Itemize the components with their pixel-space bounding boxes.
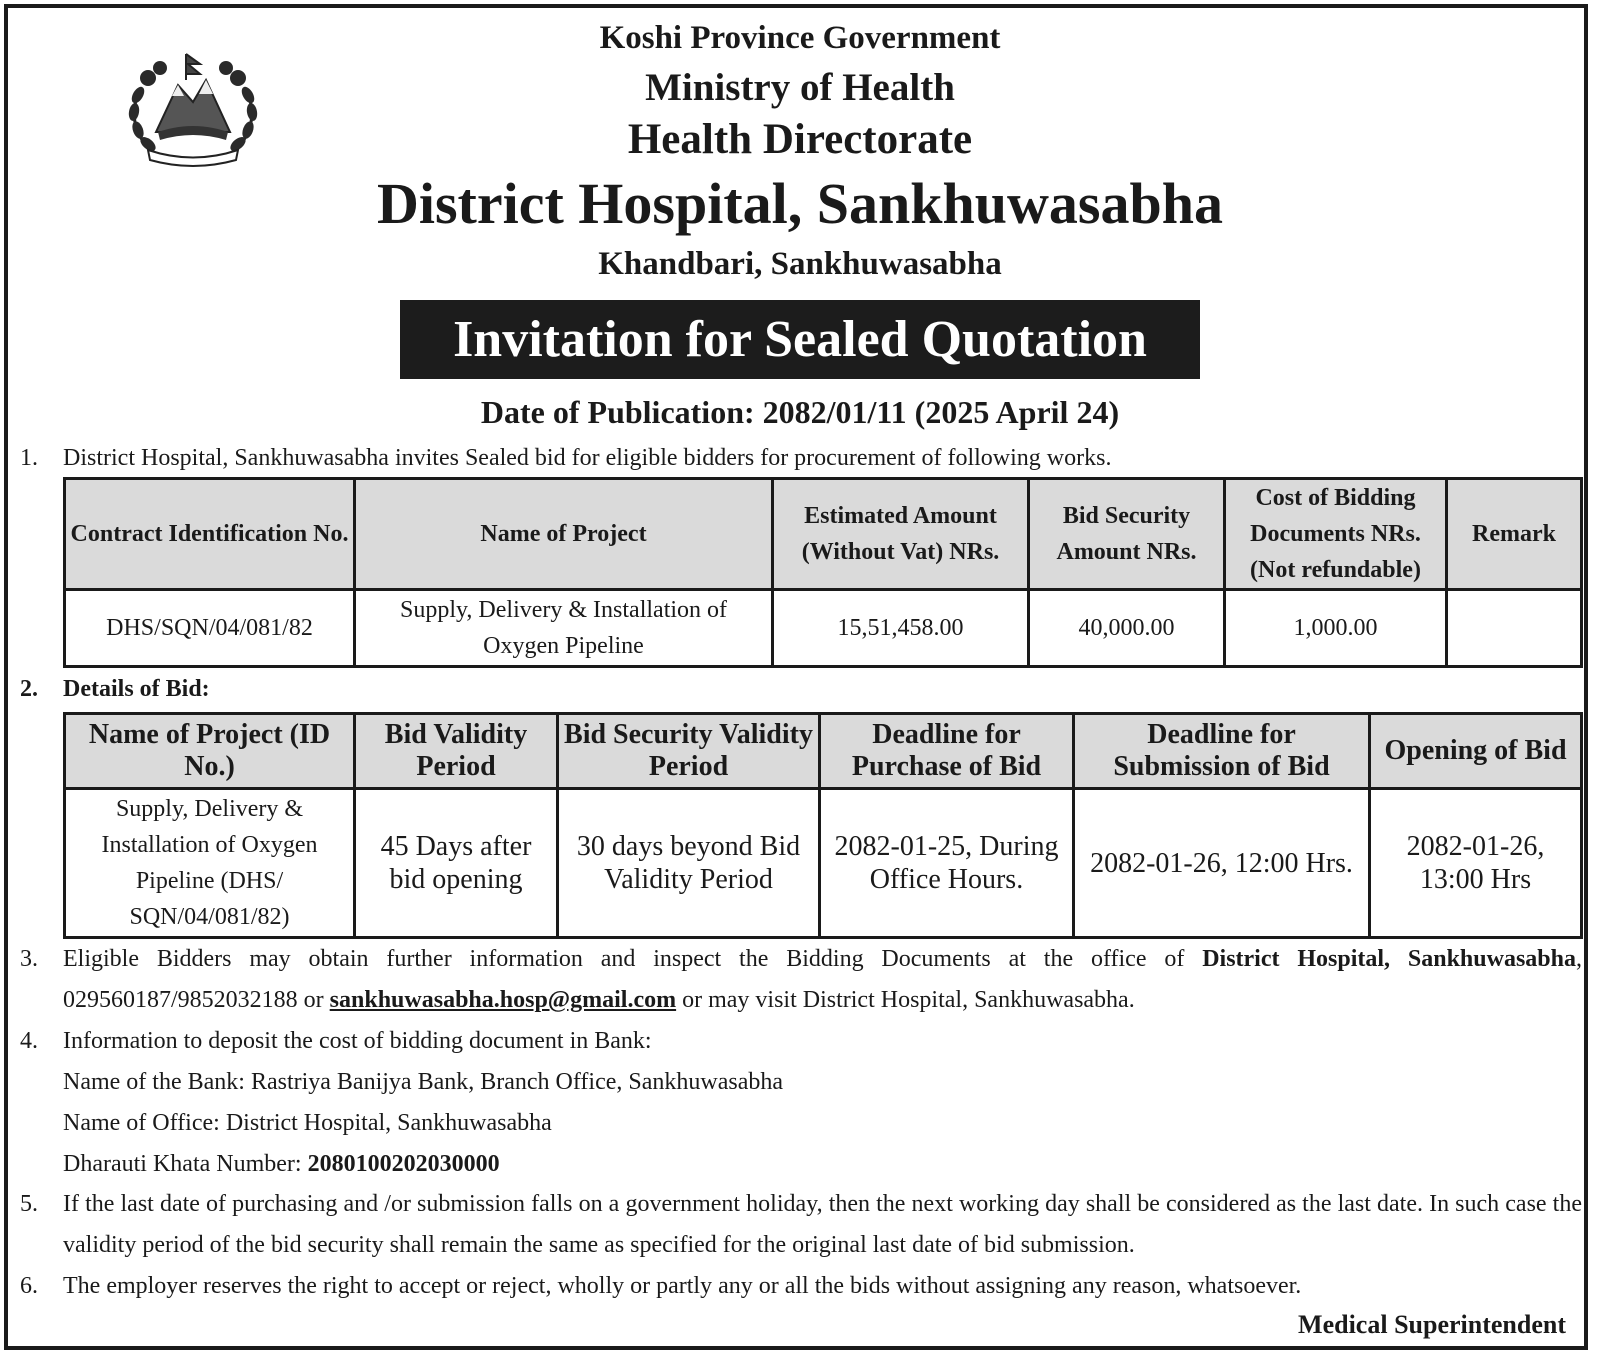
- item-text: [63, 939, 1582, 1021]
- col-header: Deadline for Submission of Bid: [1074, 714, 1370, 789]
- col-header: Bid Security Amount NRs.: [1029, 479, 1225, 590]
- col-header: Bid Validity Period: [355, 714, 558, 789]
- item-text: If the last date of purchasing and /or submission falls on a government holiday, then the next working day shall be considered as the last date. In such case the validity period of the bid security shall remain the same as specified for the original last date of bid submission.: [63, 1191, 1582, 1258]
- hospital-name: District Hospital, Sankhuwasabha: [1202, 946, 1576, 972]
- col-header: Contract Identification No.: [65, 479, 355, 590]
- table-header-row: [65, 714, 1582, 789]
- contract-table: [63, 477, 1583, 668]
- header-ministry: Ministry of Health: [645, 66, 955, 109]
- table-cell: Supply, Delivery & Installation of Oxygen Pipeline (DHS/ SQN/04/081/82): [65, 789, 355, 938]
- bank-name: Name of the Bank: Rastriya Banijya Bank, Branch Office, Sankhuwasabha: [63, 1069, 784, 1095]
- col-header: Remark: [1447, 479, 1582, 590]
- item-4: [20, 1021, 1582, 1185]
- table-cell: 2082-01-26, 12:00 Hrs.: [1074, 789, 1370, 938]
- item-6: [20, 1266, 1582, 1307]
- text-segment: Eligible Bidders may obtain further information and inspect the Bidding Documents at the office of: [63, 946, 1203, 972]
- item-1: [20, 438, 1582, 479]
- account-value: 2080100202030000: [307, 1151, 500, 1177]
- item-text: The employer reserves the right to accept or reject, wholly or partly any or all the bids without assigning any reason, whatsoever.: [63, 1273, 1302, 1299]
- table-cell: Supply, Delivery & Installation of Oxygen Pipeline: [355, 590, 773, 667]
- table-cell: 2082-01-25, During Office Hours.: [820, 789, 1074, 938]
- table-cell: 30 days beyond Bid Validity Period: [558, 789, 820, 938]
- table-header-row: [65, 479, 1582, 590]
- item-text: Details of Bid:: [63, 676, 210, 702]
- publication-date: Date of Publication: 2082/01/11 (2025 April 24): [480, 394, 1120, 430]
- office-name: Name of Office: District Hospital, Sankhuwasabha: [63, 1110, 552, 1136]
- item-2: [20, 669, 1582, 710]
- table-cell: DHS/SQN/04/081/82: [65, 590, 355, 667]
- header-province: Koshi Province Government: [599, 20, 1001, 56]
- table-row: [65, 789, 1582, 938]
- header-directorate: Health Directorate: [627, 116, 973, 163]
- table-cell: 45 Days after bid opening: [355, 789, 558, 938]
- item-number: 4.: [20, 1028, 38, 1054]
- header-address: Khandbari, Sankhuwasabha: [598, 246, 1002, 282]
- table-cell: 40,000.00: [1029, 590, 1225, 667]
- signature: Medical Superintendent: [1298, 1310, 1566, 1339]
- item-number: 6.: [20, 1273, 38, 1299]
- col-header: Deadline for Purchase of Bid: [820, 714, 1074, 789]
- text-segment: or may visit District Hospital, Sankhuwasabha.: [676, 987, 1135, 1013]
- item-5: [20, 1184, 1582, 1266]
- item-3: [20, 939, 1582, 1021]
- bid-details-table: [63, 712, 1583, 939]
- col-header: Opening of Bid: [1370, 714, 1582, 789]
- header-hospital: District Hospital, Sankhuwasabha: [376, 171, 1224, 236]
- col-header: Estimated Amount (Without Vat) NRs.: [773, 479, 1029, 590]
- col-header: Name of Project (ID No.): [65, 714, 355, 789]
- table-row: [65, 590, 1582, 667]
- item-text: District Hospital, Sankhuwasabha invites Sealed bid for eligible bidders for procurement of following works.: [63, 445, 1112, 471]
- col-header: Cost of Bidding Documents NRs. (Not refundable): [1225, 479, 1447, 590]
- item-number: 3.: [20, 946, 38, 972]
- item-number: 2.: [20, 676, 38, 702]
- text-segment: , 029560187/9852032188 or: [63, 946, 1582, 1013]
- email-link[interactable]: sankhuwasabha.hosp@gmail.com: [329, 987, 677, 1013]
- item-number: 1.: [20, 445, 38, 471]
- account-number: [63, 1144, 1582, 1185]
- table-cell: 15,51,458.00: [773, 590, 1029, 667]
- table-cell: 1,000.00: [1225, 590, 1447, 667]
- account-label: Dharauti Khata Number:: [63, 1151, 308, 1177]
- notice-title: Invitation for Sealed Quotation: [400, 300, 1200, 379]
- col-header: Bid Security Validity Period: [558, 714, 820, 789]
- item-number: 5.: [20, 1191, 38, 1217]
- bank-info-heading: Information to deposit the cost of bidding document in Bank:: [63, 1028, 652, 1054]
- table-cell: 2082-01-26, 13:00 Hrs: [1370, 789, 1582, 938]
- col-header: Name of Project: [355, 479, 773, 590]
- table-cell: [1447, 590, 1582, 667]
